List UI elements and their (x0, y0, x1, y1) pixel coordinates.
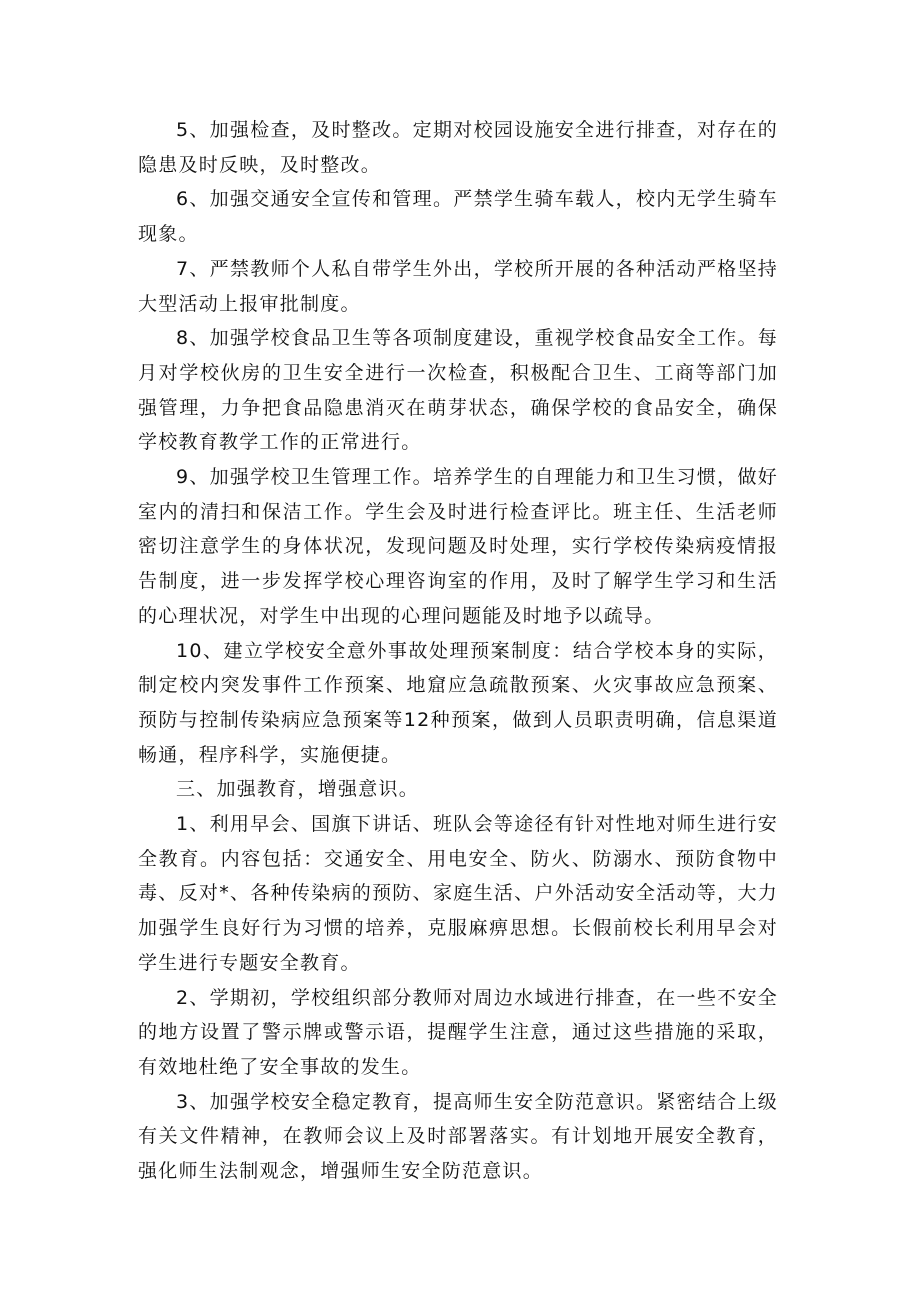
paragraph-item-10: 10、建立学校安全意外事故处理预案制度：结合学校本身的实际，制定校内突发事件工作预案、地窟应急疏散预案、火灾事故应急预案、预防与控制传染病应急预案等12种预案，做到人员职责明确，信息渠道畅通，程序科学，实施便捷。 (138, 639, 778, 766)
paragraph-education-3: 3、加强学校安全稳定教育，提高师生安全防范意识。紧密结合上级有关文件精神，在教师会议上及时部署落实。有计划地开展安全教育，强化师生法制观念，增强师生安全防范意识。 (138, 1090, 778, 1183)
paragraph-education-1: 1、利用早会、国旗下讲话、班队会等途径有针对性地对师生进行安全教育。内容包括：交通安全、用电安全、防火、防溺水、预防食物中毒、反对*、各种传染病的预防、家庭生活、户外活动安全活动等，大力加强学生良好行为习惯的培养，克服麻痹思想。长假前校长利用早会对学生进行专题安全教育。 (138, 813, 778, 974)
paragraph-item-5: 5、加强检查，及时整改。定期对校园设施安全进行排查，对存在的隐患及时反映，及时整改。 (138, 119, 778, 176)
paragraph-item-7: 7、严禁教师个人私自带学生外出，学校所开展的各种活动严格坚持大型活动上报审批制度。 (138, 257, 778, 315)
paragraph-item-8: 8、加强学校食品卫生等各项制度建设，重视学校食品安全工作。每月对学校伙房的卫生安全进行一次检查，积极配合卫生、工商等部门加强管理，力争把食品隐患消灭在萌芽状态，确保学校的食品安全，确保学校教育教学工作的正常进行。 (138, 327, 778, 454)
document-body (138, 113, 778, 1189)
paragraph-item-9: 9、加强学校卫生管理工作。培养学生的自理能力和卫生习惯，做好室内的清扫和保洁工作。学生会及时进行检查评比。班主任、生活老师密切注意学生的身体状况，发现问题及时处理，实行学校传染病疫情报告制度，进一步发挥学校心理咨询室的作用，及时了解学生学习和生活的心理状况，对学生中出现的心理问题能及时地予以疏导。 (138, 466, 778, 627)
paragraph-education-2: 2、学期初，学校组织部分教师对周边水域进行排查，在一些不安全的地方设置了警示牌或警示语，提醒学生注意，通过这些措施的采取，有效地杜绝了安全事故的发生。 (138, 986, 778, 1078)
paragraph-item-6: 6、加强交通安全宣传和管理。严禁学生骑车载人，校内无学生骑车现象。 (138, 188, 778, 246)
section-heading: 三、加强教育，增强意识。 (176, 778, 420, 801)
